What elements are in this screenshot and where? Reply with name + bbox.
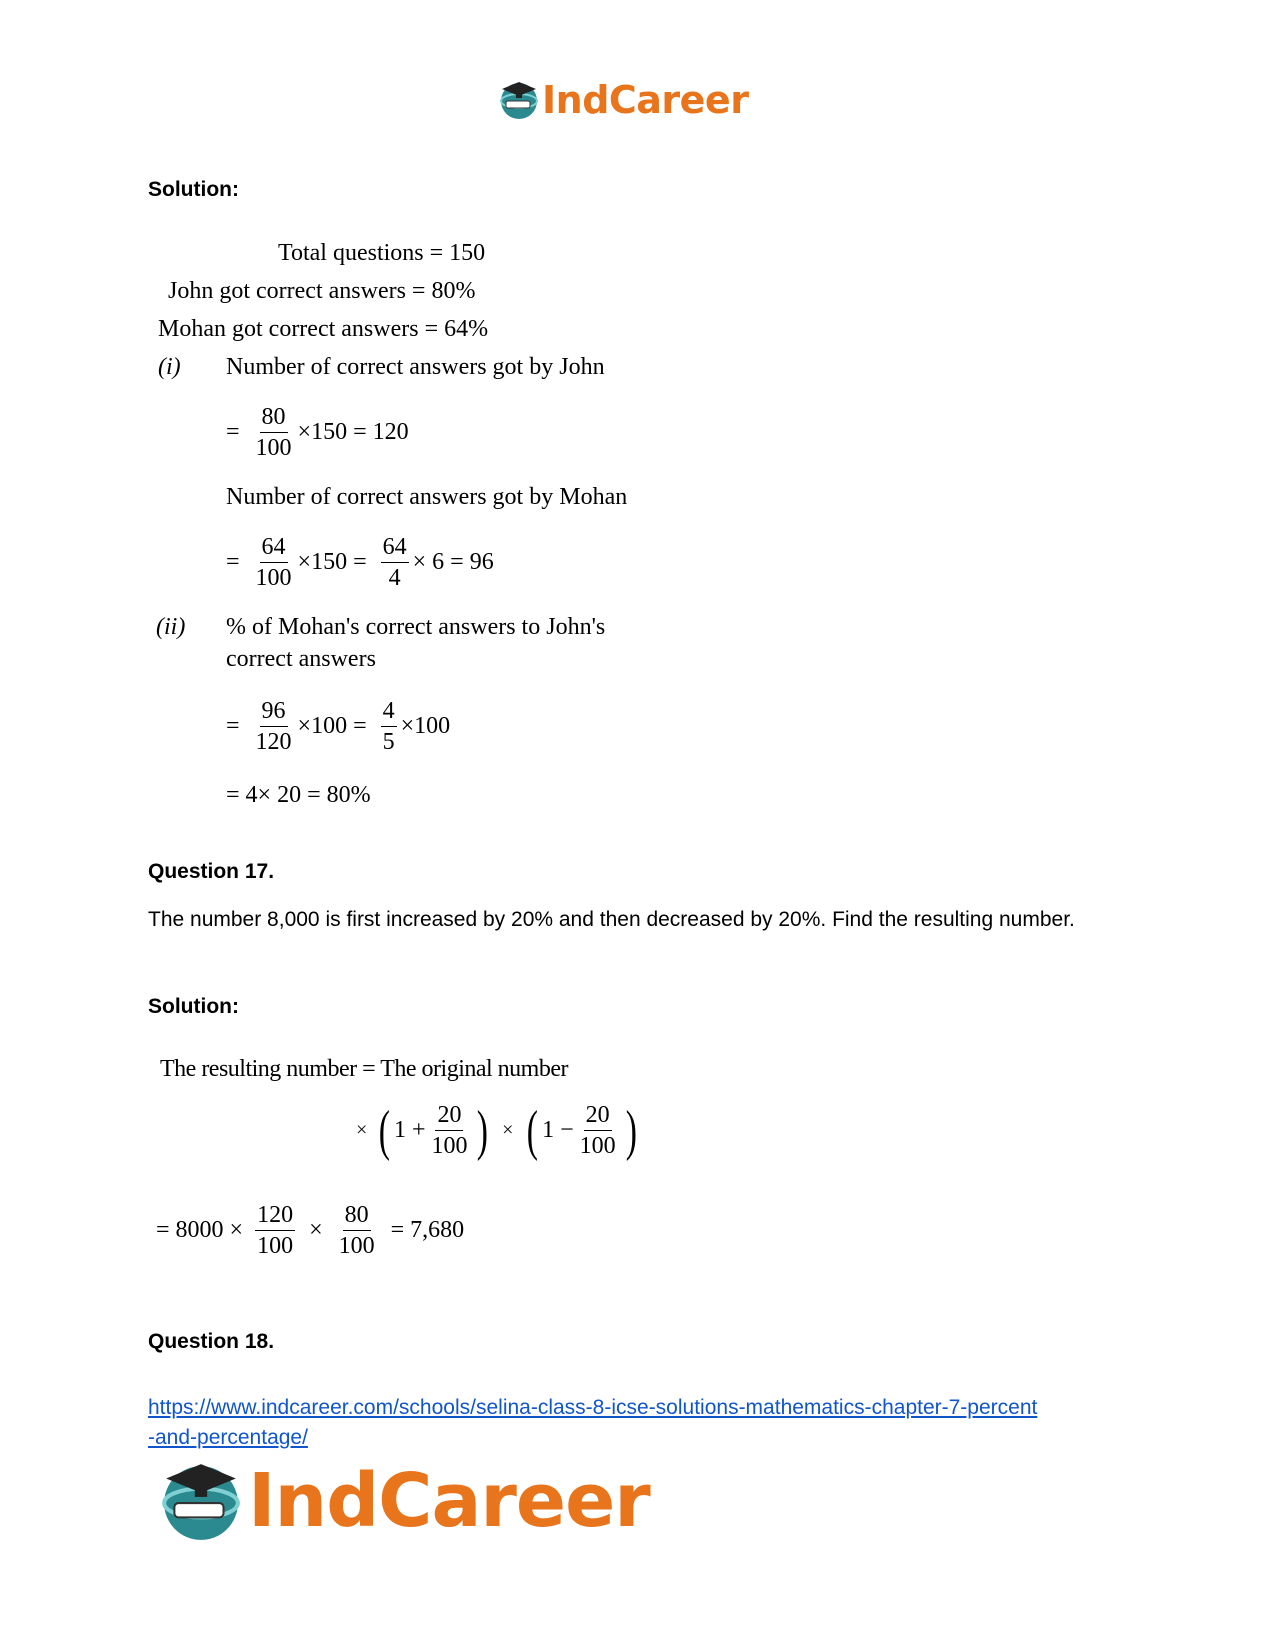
fraction	[254, 402, 294, 463]
numerator: 64	[381, 532, 409, 563]
denominator: 100	[255, 435, 292, 461]
fraction	[429, 1100, 469, 1161]
fraction	[381, 532, 409, 593]
one-minus: 1 −	[542, 1117, 574, 1143]
denominator: 100	[431, 1133, 468, 1159]
part-i-text: Number of correct answers got by John	[226, 354, 605, 380]
brand-name: IndCareer	[542, 78, 749, 122]
equation-rest: ×100	[400, 713, 451, 739]
fraction	[381, 696, 397, 757]
numerator: 96	[260, 696, 288, 727]
solution-heading: Solution:	[148, 178, 239, 201]
denominator: 5	[382, 729, 395, 755]
equation-middle: ×100 =	[297, 713, 367, 739]
question-18-heading: Question 18.	[148, 1330, 275, 1353]
part-ii-label: (ii)	[156, 614, 186, 640]
footer-link[interactable]	[148, 1396, 1037, 1449]
numerator: 20	[435, 1100, 463, 1131]
question-17-text: The number 8,000 is first increased by 20% and then decreased by 20%. Find the resulting number.	[148, 908, 1075, 931]
one-plus: 1 +	[393, 1117, 426, 1143]
equals-sign: =	[226, 419, 240, 445]
footer-link-block	[148, 1393, 1037, 1453]
equation-middle: ×150 =	[297, 549, 367, 575]
equation-rest: × 6 = 96	[412, 549, 494, 575]
denominator: 100	[255, 565, 292, 591]
fraction	[254, 696, 294, 757]
fraction	[337, 1200, 377, 1261]
resulting-number-line: The resulting number = The original number	[160, 1056, 568, 1082]
equals-sign: =	[226, 549, 240, 575]
footer-link-line-1: https://www.indcareer.com/schools/selina-class-8-icse-solutions-mathematics-chapter-7-percent	[148, 1396, 1038, 1419]
fraction	[254, 532, 294, 593]
denominator: 100	[338, 1233, 375, 1259]
part-ii-text-1: % of Mohan's correct answers to John's	[226, 614, 606, 640]
right-paren: )	[625, 1099, 637, 1162]
numerator: 80	[343, 1200, 371, 1231]
denominator: 100	[579, 1133, 616, 1159]
equals-sign: =	[226, 713, 240, 739]
times-sign: ×	[502, 1119, 514, 1141]
result-equation	[156, 1200, 464, 1261]
mohan-correct-line: Mohan got correct answers = 64%	[158, 316, 489, 342]
numerator: 80	[260, 402, 288, 433]
multiplier-expression	[356, 1100, 640, 1161]
numerator: 20	[584, 1100, 612, 1131]
times-sign: ×	[356, 1119, 368, 1141]
equation-start: = 8000 ×	[156, 1217, 244, 1243]
left-paren: (	[527, 1099, 539, 1162]
mohan-text: Number of correct answers got by Mohan	[226, 484, 628, 510]
question-17-heading: Question 17.	[148, 860, 275, 883]
john-equation	[226, 402, 409, 463]
header-logo	[498, 78, 748, 122]
numerator: 120	[255, 1200, 295, 1231]
solution-heading: Solution:	[148, 995, 239, 1018]
fraction	[578, 1100, 618, 1161]
left-paren: (	[379, 1099, 391, 1162]
numerator: 64	[260, 532, 288, 563]
equation-rest: = 7,680	[390, 1217, 465, 1243]
denominator: 4	[388, 565, 401, 591]
john-correct-line: John got correct answers = 80%	[168, 278, 476, 304]
part-i-label: (i)	[158, 354, 181, 380]
brand-name: IndCareer	[248, 1458, 650, 1544]
denominator: 100	[257, 1233, 294, 1259]
fraction	[255, 1200, 295, 1261]
total-questions-line: Total questions = 150	[278, 240, 486, 266]
equation-rest: ×150 = 120	[297, 419, 409, 445]
denominator: 120	[255, 729, 292, 755]
mohan-equation	[226, 532, 494, 593]
final-percent-line: = 4× 20 = 80%	[226, 782, 371, 808]
part-ii-text-2: correct answers	[226, 646, 376, 672]
percent-equation	[226, 696, 450, 757]
graduation-globe-icon	[498, 79, 540, 121]
times-sign: ×	[309, 1217, 323, 1243]
footer-logo	[158, 1458, 650, 1544]
right-paren: )	[477, 1099, 489, 1162]
numerator: 4	[381, 696, 397, 727]
footer-link-line-2: -and-percentage/	[148, 1426, 308, 1449]
graduation-globe-icon	[158, 1458, 244, 1544]
